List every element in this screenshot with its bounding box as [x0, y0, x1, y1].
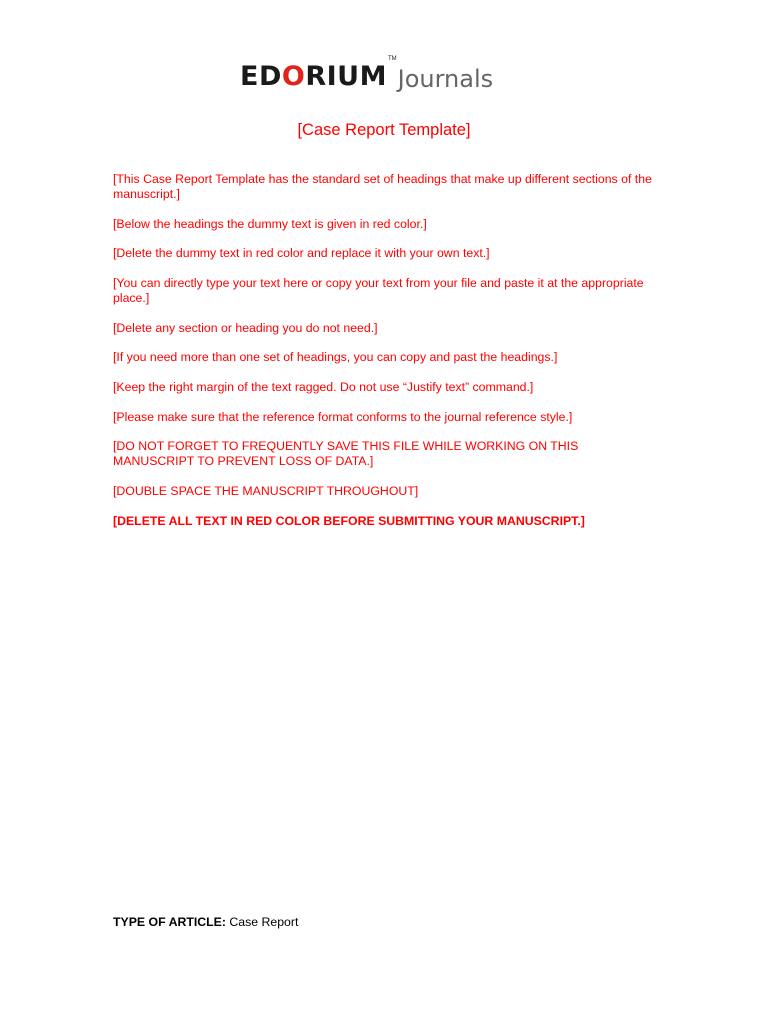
instruction-paragraph: [This Case Report Template has the standard set of headings that make up different sections of the manuscript.]: [113, 172, 652, 202]
instruction-paragraph: [Below the headings the dummy text is given in red color.]: [113, 216, 427, 231]
instruction-paragraph: [Delete the dummy text in red color and replace it with your own text.]: [113, 246, 490, 261]
logo-brand-part: RIUM: [305, 61, 387, 92]
article-type-line: [113, 915, 298, 930]
instruction-paragraph: [Delete any section or heading you do not need.]: [113, 320, 378, 335]
instruction-paragraph: [You can directly type your text here or copy your text from your file and paste it at the appropriate place.]: [113, 275, 644, 306]
template-title: [Case Report Template]: [297, 121, 471, 139]
logo-journals-text: Journals: [397, 65, 494, 93]
article-type-label: TYPE OF ARTICLE:: [113, 915, 226, 929]
edorium-journals-logo: [240, 50, 494, 93]
logo-trademark: TM: [387, 56, 397, 62]
article-type-value: Case Report: [229, 915, 299, 929]
instruction-paragraph: [DO NOT FORGET TO FREQUENTLY SAVE THIS FILE WHILE WORKING ON THIS MANUSCRIPT TO PREVENT LOSS OF DATA.]: [113, 439, 579, 469]
instruction-paragraph: [If you need more than one set of headings, you can copy and past the headings.]: [113, 350, 558, 365]
instruction-warning: [DELETE ALL TEXT IN RED COLOR BEFORE SUBMITTING YOUR MANUSCRIPT.]: [113, 513, 585, 528]
instruction-paragraph: [Keep the right margin of the text ragged. Do not use “Justify text” command.]: [113, 379, 534, 394]
logo-brand-wordmark: [240, 63, 387, 90]
instruction-paragraph: [DOUBLE SPACE THE MANUSCRIPT THROUGHOUT]: [113, 483, 419, 498]
template-instructions: [113, 172, 661, 543]
instruction-paragraph: [Please make sure that the reference format conforms to the journal reference style.]: [113, 409, 573, 424]
logo-brand-part: ED: [240, 61, 282, 92]
logo-brand-red-o: O: [281, 61, 306, 92]
